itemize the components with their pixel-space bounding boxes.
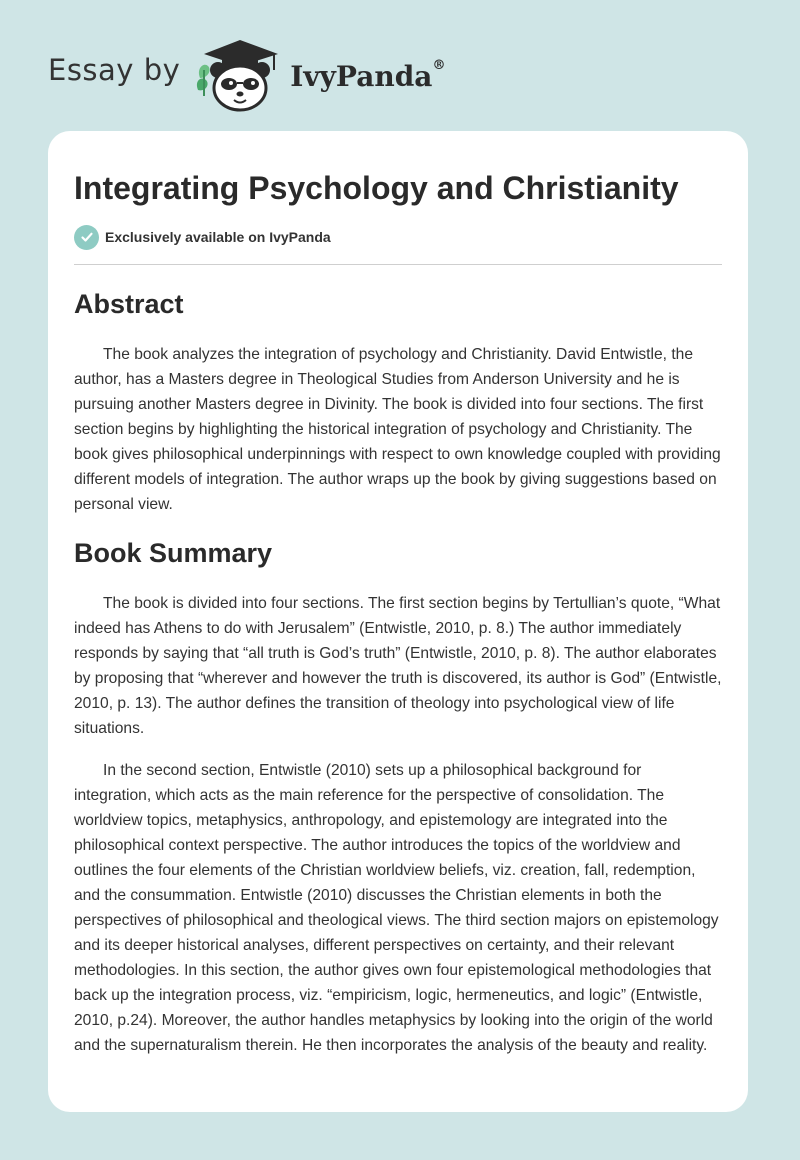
brand-name[interactable] [290, 57, 446, 93]
badge-text: Exclusively available on IvyPanda [105, 229, 331, 245]
abstract-paragraph: The book analyzes the integration of psychology and Christianity. David Entwistle, the author, has a Masters degree in Theological Studies from Anderson University and he is pursuing another Masters degree in Divinity. The book is divided into four sections. The first section begins by highlighting the historical integration of psychology and Christianity. The book gives philosophical underpinnings with respect to own knowledge coupled with providing different models of integration. The author wraps up the book by giving suggestions based on personal view. [74, 346, 721, 513]
essay-card [48, 131, 748, 1112]
divider [74, 264, 722, 265]
check-circle-icon [74, 225, 99, 250]
registered-mark: ® [432, 57, 446, 73]
panda-logo-icon[interactable] [194, 34, 286, 114]
summary-paragraph-2: In the second section, Entwistle (2010) sets up a philosophical background for integration, which acts as the main reference for the perspective of consolidation. The worldview topics, metaphysics, anthropology, and epistemology are integrated into the philosophical context perspective. The author introduces the topics of the worldview and outlines the four elements of the Christian worldview beliefs, viz. creation, fall, redemption, and the consummation. Entwistle (2010) discusses the Christian elements in both the perspectives of philosophical and theological views. The third section majors on epistemology and its deeper historical analyses, different perspectives on certainty, and their relevant methodologies. In this section, the author gives own four epistemological methodologies that back up the integration process, viz. “empiricism, logic, hermeneutics, and logic” (Entwistle, 2010, p.24). Moreover, the author handles metaphysics by looking into the origin of the world and the supernaturalism therein. He then incorporates the analysis of the beauty and reality. [74, 762, 719, 1054]
exclusive-badge [74, 223, 722, 251]
essay-by-label: Essay by [48, 53, 181, 87]
site-header [48, 34, 445, 114]
section-heading-book-summary: Book Summary [74, 538, 273, 568]
essay-title: Integrating Psychology and Christianity [74, 170, 679, 206]
section-heading-abstract: Abstract [74, 289, 184, 319]
summary-paragraph-1: The book is divided into four sections. The first section begins by Tertullian’s quote, “What indeed has Athens to do with Jerusalem” (Entwistle, 2010, p. 8.) The author immediately responds by saying that “all truth is God’s truth” (Entwistle, 2010, p. 8). The author elaborates by proposing that “wherever and however the truth is discovered, its author is God” (Entwistle, 2010, p. 13). The author defines the transition of theology into psychological view of life situations. [74, 595, 722, 737]
brand-name-text: IvyPanda [290, 59, 433, 93]
